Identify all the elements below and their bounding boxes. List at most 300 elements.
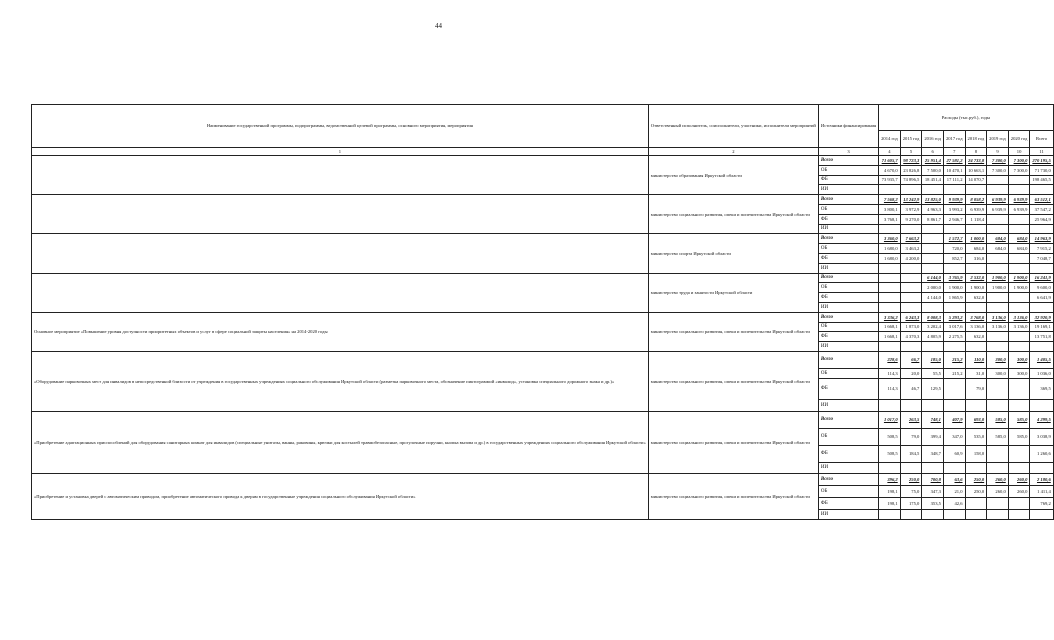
value-cell: 316,0 [965,253,987,263]
value-cell: 3 336,2 [879,312,901,322]
value-cell: 1 118,4 [965,214,987,224]
value-cell: 75,0 [900,485,922,497]
value-cell [1008,332,1030,342]
value-cell [900,283,922,293]
activity-name: «Приобретение и установка дверей с автоматическим приводом, приобретение автоматического привода к дверям в государственные учреждения социального обслуживания Иркутской области» [32,473,649,519]
value-cell: 260,0 [1008,485,1030,497]
value-cell: 3 765,9 [943,273,965,283]
value-cell: 508,5 [879,445,901,462]
header-year: 2016 год [922,131,944,148]
value-cell [987,497,1009,509]
table-row [32,273,1054,283]
column-number: 8 [965,148,987,156]
total-cell [1030,342,1053,352]
value-cell: 13 242,9 [900,195,922,205]
activity-name [32,156,649,195]
total-cell [1030,399,1053,411]
value-cell: 3 136,0 [987,312,1009,322]
activity-name: Основное мероприятие «Повышение уровня доступности приоритетных объектов и услуг в сфере социальной защиты населения» на 2014-2020 годы [32,312,649,351]
value-cell: 1 572,7 [943,234,965,244]
funding-source: ФБ [818,445,878,462]
value-cell [900,302,922,312]
value-cell [900,293,922,303]
value-cell: 3 800,1 [879,204,901,214]
total-cell: 9 600,0 [1030,283,1053,293]
funding-source: ИИ [818,462,878,473]
table-row [32,234,1054,244]
responsible-executor: министерство спорта Иркутской области [648,234,818,273]
responsible-executor: министерство социального развития, опеки и попечительства Иркутской области [648,411,818,473]
table-row [32,195,1054,205]
value-cell: 7 300,0 [1008,156,1030,166]
value-cell: 14 070,7 [965,175,987,185]
value-cell [965,224,987,234]
value-cell: 17 111,2 [943,175,965,185]
value-cell: 6 939,9 [1008,204,1030,214]
value-cell [1008,497,1030,509]
value-cell: 684,0 [987,234,1009,244]
total-cell: 198 465,5 [1030,175,1053,185]
value-cell: 3 136,0 [965,322,987,332]
value-cell [943,302,965,312]
value-cell: 348,7 [922,445,944,462]
value-cell [965,185,987,195]
value-cell: 260,0 [987,485,1009,497]
total-cell: 1 405,5 [1030,351,1053,368]
total-cell: 369,5 [1030,378,1053,399]
value-cell [879,273,901,283]
value-cell [987,293,1009,303]
value-cell: 585,0 [987,428,1009,445]
total-cell: 37 547,2 [1030,204,1053,214]
value-cell: 3 136,0 [1008,322,1030,332]
responsible-executor: министерство социального развития, опеки и попечительства Иркутской области [648,351,818,411]
value-cell: 9 270,0 [900,214,922,224]
activity-name [32,195,649,234]
value-cell: 42,6 [943,497,965,509]
value-cell [987,185,1009,195]
header-expenses: Расходы (тыс.руб.), годы [879,105,1054,131]
value-cell [987,378,1009,399]
responsible-executor: министерство социального развития, опеки и попечительства Иркутской области [648,195,818,234]
column-number: 5 [900,148,922,156]
page-number: 44 [435,22,442,30]
value-cell: 10 470,1 [943,165,965,175]
table-row [32,411,1054,428]
table-row [32,312,1054,322]
value-cell [900,399,922,411]
total-cell [1030,263,1053,273]
value-cell: 63,6 [943,473,965,485]
value-cell: 31,0 [965,368,987,378]
value-cell [965,509,987,519]
table-row [32,351,1054,368]
funding-source: Всего [818,411,878,428]
value-cell: 535,0 [965,428,987,445]
total-cell: 19 169,1 [1030,322,1053,332]
value-cell: 748,1 [922,411,944,428]
value-cell [922,399,944,411]
funding-source: Всего [818,473,878,485]
funding-source: ОБ [818,368,878,378]
value-cell [1008,302,1030,312]
value-cell [965,342,987,352]
value-cell [1008,378,1030,399]
value-cell [900,342,922,352]
responsible-executor: министерство социального развития, опеки и попечительства Иркутской области [648,473,818,519]
value-cell: 2 000,0 [922,283,944,293]
funding-source: ФБ [818,378,878,399]
funding-source: ОБ [818,322,878,332]
value-cell: 184,5 [900,445,922,462]
activity-name [32,234,649,273]
value-cell: 6 939,9 [987,204,1009,214]
value-cell: 4 670,0 [879,165,901,175]
value-cell: 1 900,0 [965,283,987,293]
value-cell [922,302,944,312]
value-cell: 250,0 [900,473,922,485]
value-cell: 585,0 [1008,428,1030,445]
column-number: 9 [987,148,1009,156]
funding-source: ИИ [818,224,878,234]
value-cell [987,342,1009,352]
value-cell: 114,3 [879,368,901,378]
value-cell: 74 896,5 [900,175,922,185]
value-cell [987,445,1009,462]
value-cell [879,185,901,195]
value-cell [987,263,1009,273]
total-cell: 63 512,1 [1030,195,1053,205]
value-cell [900,273,922,283]
value-cell [943,263,965,273]
column-number: 6 [922,148,944,156]
value-cell: 585,0 [1008,411,1030,428]
funding-source: ОБ [818,165,878,175]
value-cell: 1 900,0 [1008,283,1030,293]
value-cell [922,185,944,195]
value-cell: 2 946,7 [943,214,965,224]
responsible-executor: министерство образования Иркутской области [648,156,818,195]
funding-source: ИИ [818,263,878,273]
value-cell: 7 500,0 [922,165,944,175]
value-cell [943,509,965,519]
value-cell: 1 900,0 [987,283,1009,293]
funding-source: ИИ [818,509,878,519]
expenses-table [31,104,1054,520]
value-cell: 24 733,8 [965,156,987,166]
total-cell: 25 964,9 [1030,214,1053,224]
value-cell: 684,0 [1008,244,1030,254]
value-cell [1008,342,1030,352]
value-cell: 508,5 [879,428,901,445]
total-cell: 7 048,7 [1030,253,1053,263]
value-cell [1008,253,1030,263]
activity-name: «Оборудование парковочных мест для инвалидов в непосредственной близости от учреждения в государственных учреждениях социального обслуживания Иркутской области (разметка парковочного места, обозначение пиктограммой «инвалид», установка специального дорожного знака и др.)» [32,351,649,411]
value-cell: 129,5 [922,378,944,399]
value-cell: 684,0 [1008,234,1030,244]
value-cell [879,263,901,273]
value-cell [879,302,901,312]
value-cell: 1 668,1 [879,322,901,332]
value-cell [987,509,1009,519]
value-cell: 300,0 [1008,368,1030,378]
value-cell [900,185,922,195]
column-number: 11 [1030,148,1053,156]
value-cell: 27 581,2 [943,156,965,166]
value-cell: 46,7 [900,378,922,399]
value-cell [987,302,1009,312]
total-cell: 71 730,0 [1030,165,1053,175]
value-cell [965,399,987,411]
funding-source: ИИ [818,185,878,195]
value-cell: 720,0 [943,244,965,254]
value-cell: 6 243,3 [900,312,922,322]
funding-source: ФБ [818,332,878,342]
value-cell: 2 532,0 [965,273,987,283]
value-cell: 632,0 [965,293,987,303]
value-cell [987,399,1009,411]
funding-source: ФБ [818,293,878,303]
value-cell [879,509,901,519]
value-cell [879,462,901,473]
value-cell: 4 144,0 [922,293,944,303]
value-cell: 60,9 [943,445,965,462]
value-cell: 185,0 [922,351,944,368]
funding-source: ФБ [818,214,878,224]
column-number: 7 [943,148,965,156]
header-year: 2018 год [965,131,987,148]
value-cell [879,399,901,411]
value-cell: 852,7 [943,253,965,263]
value-cell: 353,5 [922,497,944,509]
value-cell [987,253,1009,263]
value-cell [1008,293,1030,303]
funding-source: ИИ [818,302,878,312]
value-cell: 6 939,9 [965,204,987,214]
total-cell [1030,462,1053,473]
value-cell: 98 723,3 [900,156,922,166]
value-cell [943,224,965,234]
value-cell: 250,0 [965,485,987,497]
value-cell: 6 939,9 [987,195,1009,205]
value-cell: 263,5 [900,411,922,428]
value-cell: 7 568,2 [879,195,901,205]
value-cell: 8 058,2 [965,195,987,205]
table-row [32,473,1054,485]
value-cell: 7 300,0 [987,165,1009,175]
header-name: Наименование государственной программы, подпрограммы, ведомственной целевой программы, основного мероприятия, мероприятия [32,105,649,148]
total-cell: 32 920,9 [1030,312,1053,322]
total-cell: 769,2 [1030,497,1053,509]
total-cell [1030,509,1053,519]
value-cell [1008,185,1030,195]
value-cell: 13 825,0 [922,195,944,205]
value-cell: 8 008,3 [922,312,944,322]
value-cell [879,283,901,293]
value-cell: 79,0 [965,378,987,399]
header-source: Источники финансирования [818,105,878,148]
value-cell: 7 300,0 [1008,165,1030,175]
funding-source: ИИ [818,342,878,352]
value-cell: 1 900,0 [987,273,1009,283]
funding-source: ФБ [818,497,878,509]
value-cell: 1 873,0 [900,322,922,332]
value-cell [965,302,987,312]
value-cell: 4 805,9 [922,332,944,342]
value-cell [1008,175,1030,185]
value-cell: 2 275,5 [943,332,965,342]
header-year: 2014 год [879,131,901,148]
funding-source: Всего [818,156,878,166]
value-cell: 260,0 [1008,473,1030,485]
value-cell: 3 768,1 [879,214,901,224]
value-cell: 396,2 [879,473,901,485]
value-cell: 21,0 [943,485,965,497]
value-cell: 3 360,0 [879,234,901,244]
value-cell: 585,0 [987,411,1009,428]
value-cell: 3 017,6 [943,322,965,332]
value-cell: 693,0 [965,411,987,428]
value-cell: 700,8 [922,473,944,485]
total-cell: 6 641,9 [1030,293,1053,303]
value-cell: 23 826,8 [900,165,922,175]
total-cell: 1 411,4 [1030,485,1053,497]
value-cell: 4 963,3 [922,204,944,214]
total-cell: 3 038,9 [1030,428,1053,445]
value-cell [922,263,944,273]
value-cell: 3 463,2 [900,244,922,254]
value-cell [900,263,922,273]
value-cell: 73 935,7 [879,175,901,185]
header-year: 2019 год [987,131,1009,148]
total-cell: 14 963,9 [1030,234,1053,244]
header-year: 2017 год [943,131,965,148]
total-cell: 2 180,6 [1030,473,1053,485]
header-total: Всего [1030,131,1053,148]
value-cell [879,224,901,234]
value-cell: 215,2 [943,351,965,368]
funding-source: ИИ [818,399,878,411]
value-cell: 10 663,1 [965,165,987,175]
funding-source: Всего [818,312,878,322]
value-cell: 9 939,9 [943,195,965,205]
value-cell [987,214,1009,224]
value-cell: 18 451,4 [922,175,944,185]
value-cell: 347,0 [943,428,965,445]
total-cell [1030,224,1053,234]
value-cell: 3 993,2 [943,204,965,214]
funding-source: Всего [818,273,878,283]
activity-name [32,273,649,312]
value-cell [922,462,944,473]
value-cell: 260,0 [987,473,1009,485]
value-cell: 1 865,9 [943,293,965,303]
value-cell: 5 293,2 [943,312,965,322]
value-cell [943,378,965,399]
value-cell [987,462,1009,473]
funding-source: ОБ [818,283,878,293]
value-cell [965,462,987,473]
value-cell: 632,0 [965,332,987,342]
responsible-executor: министерство труда и занятости Иркутской области [648,273,818,312]
funding-source: Всего [818,195,878,205]
value-cell: 198,1 [879,485,901,497]
value-cell [1008,445,1030,462]
value-cell [965,263,987,273]
value-cell: 198,1 [879,497,901,509]
value-cell: 399,4 [922,428,944,445]
value-cell [943,342,965,352]
value-cell: 110,0 [965,351,987,368]
funding-source: Всего [818,234,878,244]
value-cell: 1 680,0 [879,244,901,254]
total-cell: 270 195,5 [1030,156,1053,166]
header-year: 2015 год [900,131,922,148]
value-cell [1008,509,1030,519]
value-cell: 4 370,3 [900,332,922,342]
funding-source: ОБ [818,428,878,445]
value-cell: 1 900,0 [943,283,965,293]
value-cell: 684,0 [987,244,1009,254]
table-row [32,156,1054,166]
value-cell: 6 144,0 [922,273,944,283]
value-cell [922,224,944,234]
value-cell: 55,5 [922,368,944,378]
value-cell: 300,0 [1008,351,1030,368]
value-cell [987,175,1009,185]
value-cell: 8 861,7 [922,214,944,224]
value-cell [879,342,901,352]
value-cell: 3 136,0 [1008,312,1030,322]
value-cell: 3 202,4 [922,322,944,332]
value-cell: 1 668,1 [879,332,901,342]
column-number: 3 [818,148,878,156]
value-cell [922,253,944,263]
activity-name: «Приобретение адаптационных приспособлений для оборудования санитарных комнат для инвалидов (специальные унитазы, ванны, раковины, крючки для костылей травмобезопасные, прогулочные поручни, кнопка вызова и др.) в государственных учреждениях социального обслуживания Иркутской области» [32,411,649,473]
funding-source: Всего [818,351,878,368]
total-cell [1030,185,1053,195]
value-cell: 66,7 [900,351,922,368]
total-cell: 13 751,8 [1030,332,1053,342]
value-cell: 407,9 [943,411,965,428]
value-cell: 215,2 [943,368,965,378]
value-cell: 1 000,0 [965,234,987,244]
total-cell: 1 036,0 [1030,368,1053,378]
value-cell: 6 939,9 [1008,195,1030,205]
value-cell: 175,0 [900,497,922,509]
value-cell: 1 017,0 [879,411,901,428]
funding-source: ОБ [818,485,878,497]
total-cell: 4 299,5 [1030,411,1053,428]
funding-source: ФБ [818,175,878,185]
value-cell [900,462,922,473]
value-cell [900,224,922,234]
value-cell: 684,0 [965,244,987,254]
value-cell [922,509,944,519]
value-cell [1008,214,1030,224]
value-cell [900,509,922,519]
value-cell: 3 972,9 [900,204,922,214]
value-cell [943,462,965,473]
funding-source: ОБ [818,204,878,214]
value-cell: 79,0 [900,428,922,445]
column-number: 4 [879,148,901,156]
value-cell [1008,263,1030,273]
column-number: 2 [648,148,818,156]
value-cell [922,244,944,254]
value-cell: 300,0 [987,351,1009,368]
value-cell: 158,0 [965,445,987,462]
